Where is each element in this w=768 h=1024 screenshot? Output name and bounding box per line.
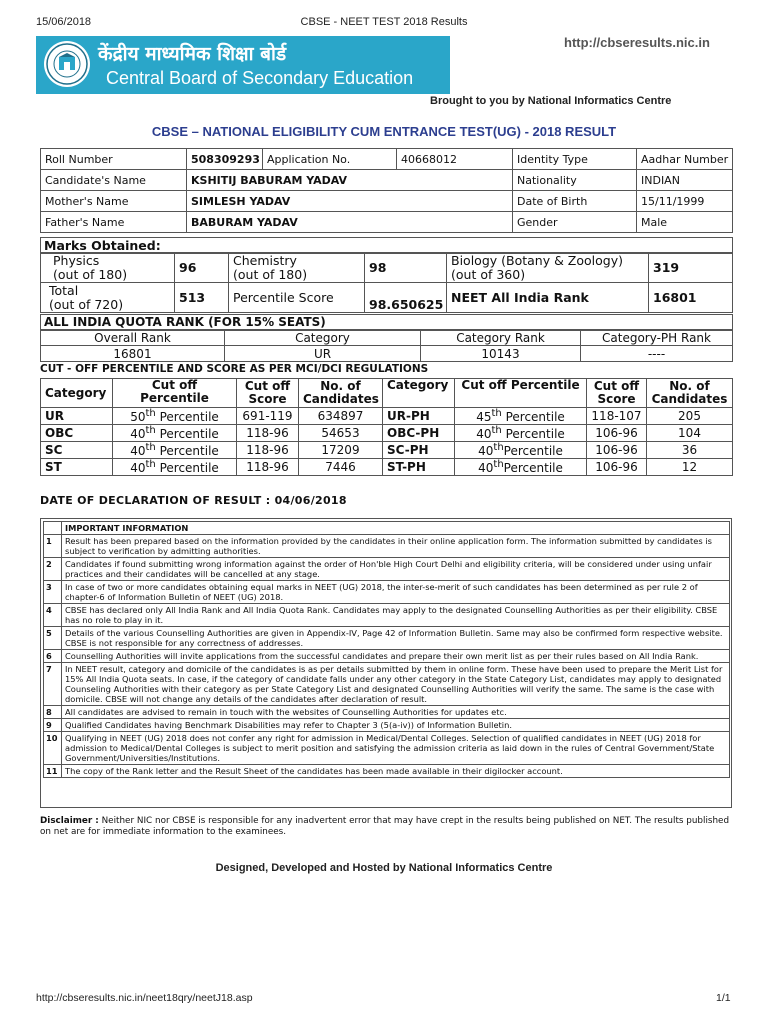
cbse-banner[interactable] bbox=[36, 36, 450, 94]
total-max: (out of 720) bbox=[49, 296, 124, 312]
aiq-category: UR bbox=[225, 346, 421, 362]
mother-name-label: Mother's Name bbox=[41, 191, 187, 212]
cutoff-percentile: 40th Percentile bbox=[113, 425, 237, 442]
biology-marks: 319 bbox=[649, 253, 733, 283]
dob: 15/11/1999 bbox=[637, 191, 733, 212]
chemistry-marks: 98 bbox=[365, 253, 447, 283]
important-info-header: IMPORTANT INFORMATION bbox=[62, 522, 730, 535]
marks-table bbox=[40, 252, 733, 313]
info-text: All candidates are advised to remain in touch with the websites of Counselling Authorities for updates etc. bbox=[62, 706, 730, 719]
important-info-box bbox=[40, 518, 732, 808]
list-item: 6 Counselling Authorities will invite applications from the successful candidates and prepare their own merit list as per their rules based on All India Rank. bbox=[44, 650, 730, 663]
cutoff-percentile: 50th Percentile bbox=[113, 408, 237, 425]
cutoff-category: SC-PH bbox=[383, 442, 455, 459]
cbse-logo-icon bbox=[42, 39, 92, 89]
cutoff-percentile: 40th Percentile bbox=[455, 425, 587, 442]
info-text: In case of two or more candidates obtaining equal marks in NEET (UG) 2018, the inter-se-merit of such candidates has been determined as per rule 2 of chapter-6 of Information Bulletin of NEET (UG) 2018. bbox=[62, 581, 730, 604]
cutoff-candidates: 205 bbox=[647, 408, 733, 425]
table-row bbox=[41, 253, 733, 283]
chemistry-max: (out of 180) bbox=[233, 266, 308, 282]
aiq-overall-rank: 16801 bbox=[41, 346, 225, 362]
physics-label: Physics bbox=[53, 252, 100, 268]
info-text: Counselling Authorities will invite applications from the successful candidates and prepare their own merit list as per their rules based on All India Rank. bbox=[62, 650, 730, 663]
list-item: 2 Candidates if found submitting wrong information against the order of Hon'ble High Court Delhi and eligibility criteria, will be considered under using unfair practices and their candidates will be cancelled at any stage. bbox=[44, 558, 730, 581]
roll-number: 508309293 bbox=[187, 149, 263, 170]
cutoff-candidates: 12 bbox=[647, 459, 733, 476]
cutoff-score: 118-107 bbox=[587, 408, 647, 425]
info-text: Result has been prepared based on the information provided by the candidates in their online application form. The information submitted by candidates is subject to verification by admitting authorities. bbox=[62, 535, 730, 558]
physics-marks: 96 bbox=[175, 253, 229, 283]
info-text: Details of the various Counselling Authorities are given in Appendix-IV, Page 42 of Information Bulletin. Same may also be confirmed form respective website. CBSE is not responsible for any correctness of addresses. bbox=[62, 627, 730, 650]
table-row bbox=[41, 191, 733, 212]
list-item: 10 Qualifying in NEET (UG) 2018 does not confer any right for admission in Medical/Dental Colleges. Selection of qualified candidates in NEET (UG) 2018 for admission to Medical/Dental Colleges is subject to merit position and satisfying the admission criteria as laid down in the rules of Central Government/State Government/Universities/Institutions. bbox=[44, 732, 730, 765]
list-item: 3 In case of two or more candidates obtaining equal marks in NEET (UG) 2018, the inter-se-merit of such candidates has been determined as per rule 2 of chapter-6 of Information Bulletin of NEET (UG) 2018. bbox=[44, 581, 730, 604]
gender-label: Gender bbox=[513, 212, 637, 233]
cutoff-col: Cut off Percentile bbox=[455, 379, 587, 408]
cutoff-percentile: 40thPercentile bbox=[455, 459, 587, 476]
cutoff-col: Category bbox=[41, 379, 113, 408]
cutoff-score: 106-96 bbox=[587, 442, 647, 459]
table-row bbox=[41, 346, 733, 362]
total-label: Total bbox=[49, 282, 79, 298]
cutoff-col: Cut off Percentile bbox=[113, 379, 237, 408]
aiq-col-category-rank: Category Rank bbox=[421, 330, 581, 346]
biology-label: Biology (Botany & Zoology) bbox=[451, 252, 623, 268]
candidate-name: KSHITIJ BABURAM YADAV bbox=[187, 170, 513, 191]
aiq-ph-rank: ---- bbox=[581, 346, 733, 362]
father-name-label: Father's Name bbox=[41, 212, 187, 233]
aiq-col-category: Category bbox=[225, 330, 421, 346]
cutoff-col: Category bbox=[383, 379, 455, 408]
table-row bbox=[41, 425, 733, 442]
aiq-table bbox=[40, 329, 733, 362]
aiq-category-rank: 10143 bbox=[421, 346, 581, 362]
cutoff-category: UR-PH bbox=[383, 408, 455, 425]
print-title: CBSE - NEET TEST 2018 Results bbox=[300, 16, 468, 28]
cutoff-col: Cut off Score bbox=[237, 379, 299, 408]
mother-name: SIMLESH YADAV bbox=[187, 191, 513, 212]
cutoff-candidates: 36 bbox=[647, 442, 733, 459]
list-item: 4 CBSE has declared only All India Rank and All India Quota Rank. Candidates may apply to the designated Counselling Authorities as per their eligibility. CBSE has no role to play in it. bbox=[44, 604, 730, 627]
cutoff-category: ST-PH bbox=[383, 459, 455, 476]
dob-label: Date of Birth bbox=[513, 191, 637, 212]
info-text: Candidates if found submitting wrong information against the order of Hon'ble High Court Delhi and eligibility criteria, will be considered under using unfair practices and their candidates will be cancelled at any stage. bbox=[62, 558, 730, 581]
cutoff-percentile: 45th Percentile bbox=[455, 408, 587, 425]
table-row bbox=[41, 408, 733, 425]
list-item: 7 In NEET result, category and domicile of the candidates is as per details submitted by them in online form. These have been used to prepare the Merit List for 15% All India Quota seats. In case, if the category of candidate falls under any other category in the State Category List, candidates may apply to designated Counseling Authorities with their category as per State Category List and designated Counselling Authorities will verify the same. The same is the case with domicile. CBSE will not change any details of the candidates after declaration of result. bbox=[44, 663, 730, 706]
footer-url[interactable]: http://cbseresults.nic.in/neet18qry/neetJ18.asp bbox=[36, 992, 253, 1004]
chemistry-label: Chemistry bbox=[233, 252, 297, 268]
application-number: 40668012 bbox=[397, 149, 513, 170]
info-text: Qualifying in NEET (UG) 2018 does not confer any right for admission in Medical/Dental Colleges. Selection of qualified candidates in NEET (UG) 2018 for admission to Medical/Dental Colleges is subject to merit position and satisfying the admission criteria as laid down in the rules of Central Government/State Government/Universities/Institutions. bbox=[62, 732, 730, 765]
cutoff-col: Cut off Score bbox=[587, 379, 647, 408]
declaration-date: DATE OF DECLARATION OF RESULT : 04/06/2018 bbox=[40, 494, 347, 507]
banner-english-title: Central Board of Secondary Education bbox=[106, 68, 414, 88]
cutoff-score: 691-119 bbox=[237, 408, 299, 425]
candidate-info-table bbox=[40, 148, 733, 233]
table-row bbox=[41, 330, 733, 346]
cutoff-candidates: 54653 bbox=[299, 425, 383, 442]
aiq-col-overall: Overall Rank bbox=[41, 330, 225, 346]
cutoff-candidates: 634897 bbox=[299, 408, 383, 425]
cutoff-category: ST bbox=[41, 459, 113, 476]
info-text: Qualified Candidates having Benchmark Disabilities may refer to Chapter 3 (5(a-iv)) of Information Bulletin. bbox=[62, 719, 730, 732]
cutoff-col: No. of Candidates bbox=[299, 379, 383, 408]
all-india-rank-label: NEET All India Rank bbox=[447, 283, 649, 313]
table-row bbox=[44, 522, 730, 535]
marks-header: Marks Obtained: bbox=[40, 237, 733, 254]
cutoff-category: SC bbox=[41, 442, 113, 459]
cutoff-header: CUT - OFF PERCENTILE AND SCORE AS PER MCI/DCI REGULATIONS bbox=[40, 363, 429, 375]
biology-max: (out of 360) bbox=[451, 266, 526, 282]
table-row bbox=[41, 170, 733, 191]
cutoff-candidates: 17209 bbox=[299, 442, 383, 459]
gender: Male bbox=[637, 212, 733, 233]
list-item: 5 Details of the various Counselling Authorities are given in Appendix-IV, Page 42 of Information Bulletin. Same may also be confirmed form respective website. CBSE is not responsible for any correctness of addresses. bbox=[44, 627, 730, 650]
identity-type: Aadhar Number bbox=[637, 149, 733, 170]
application-label: Application No. bbox=[263, 149, 397, 170]
disclaimer-label: Disclaimer : bbox=[40, 816, 99, 826]
table-row bbox=[41, 212, 733, 233]
cutoff-candidates: 7446 bbox=[299, 459, 383, 476]
info-text: In NEET result, category and domicile of the candidates is as per details submitted by them in online form. These have been used to prepare the Merit List for 15% All India Quota seats. In case, if the category of candidate falls under any other category in the State Category List, candidates may apply to designated Counseling Authorities with their category as per State Category List and designated Counselling Authorities will verify the same. The same is the case with domicile. CBSE will not change any details of the candidates after declaration of result. bbox=[62, 663, 730, 706]
cutoff-percentile: 40thPercentile bbox=[455, 442, 587, 459]
banner-hindi-title: केंद्रीय माध्यमिक शिक्षा बोर्ड bbox=[98, 43, 287, 65]
nationality-label: Nationality bbox=[513, 170, 637, 191]
cutoff-percentile: 40th Percentile bbox=[113, 459, 237, 476]
cutoff-score: 106-96 bbox=[587, 425, 647, 442]
cutoff-table bbox=[40, 378, 733, 476]
total-marks: 513 bbox=[175, 283, 229, 313]
cutoff-percentile: 40th Percentile bbox=[113, 442, 237, 459]
disclaimer bbox=[40, 816, 736, 838]
cutoff-score: 118-96 bbox=[237, 442, 299, 459]
cutoff-category: OBC-PH bbox=[383, 425, 455, 442]
result-title: CBSE – NATIONAL ELIGIBILITY CUM ENTRANCE TEST(UG) - 2018 RESULT bbox=[151, 124, 617, 139]
table-row bbox=[41, 379, 733, 408]
designed-by: Designed, Developed and Hosted by National Informatics Centre bbox=[215, 862, 553, 874]
list-item: 9 Qualified Candidates having Benchmark Disabilities may refer to Chapter 3 (5(a-iv)) of Information Bulletin. bbox=[44, 719, 730, 732]
percentile-label: Percentile Score bbox=[229, 283, 365, 313]
important-info-table bbox=[43, 521, 730, 778]
aiq-col-ph-rank: Category-PH Rank bbox=[581, 330, 733, 346]
table-row bbox=[41, 149, 733, 170]
candidate-name-label: Candidate's Name bbox=[41, 170, 187, 191]
cutoff-score: 106-96 bbox=[587, 459, 647, 476]
site-url[interactable]: http://cbseresults.nic.in bbox=[564, 35, 710, 50]
info-text: CBSE has declared only All India Rank and All India Quota Rank. Candidates may apply to the designated Counselling Authorities as per their eligibility. CBSE has no role to play in it. bbox=[62, 604, 730, 627]
cutoff-col: No. of Candidates bbox=[647, 379, 733, 408]
father-name: BABURAM YADAV bbox=[187, 212, 513, 233]
brought-by-text: Brought to you by National Informatics Centre bbox=[430, 95, 672, 107]
cutoff-score: 118-96 bbox=[237, 425, 299, 442]
all-india-rank: 16801 bbox=[649, 283, 733, 313]
aiq-header: ALL INDIA QUOTA RANK (FOR 15% SEATS) bbox=[40, 314, 733, 331]
roll-label: Roll Number bbox=[41, 149, 187, 170]
percentile-score: 98.650625 bbox=[365, 283, 447, 313]
info-text: The copy of the Rank letter and the Result Sheet of the candidates has been made available in their digilocker account. bbox=[62, 765, 730, 778]
table-row bbox=[41, 283, 733, 313]
physics-max: (out of 180) bbox=[53, 266, 128, 282]
list-item: 1 Result has been prepared based on the information provided by the candidates in their online application form. The information submitted by candidates is subject to verification by admitting authorities. bbox=[44, 535, 730, 558]
cutoff-category: UR bbox=[41, 408, 113, 425]
print-date: 15/06/2018 bbox=[36, 16, 92, 28]
list-item: 8 All candidates are advised to remain in touch with the websites of Counselling Authorities for updates etc. bbox=[44, 706, 730, 719]
nationality: INDIAN bbox=[637, 170, 733, 191]
cutoff-score: 118-96 bbox=[237, 459, 299, 476]
list-item: 11 The copy of the Rank letter and the Result Sheet of the candidates has been made available in their digilocker account. bbox=[44, 765, 730, 778]
cutoff-candidates: 104 bbox=[647, 425, 733, 442]
cutoff-category: OBC bbox=[41, 425, 113, 442]
footer-page: 1/1 bbox=[716, 992, 731, 1004]
identity-type-label: Identity Type bbox=[513, 149, 637, 170]
disclaimer-text: Neither NIC nor CBSE is responsible for any inadvertent error that may have crept in the results being published on NET. The results published on net are for immediate information to the examinees. bbox=[40, 816, 730, 837]
table-row bbox=[41, 459, 733, 476]
table-row bbox=[41, 442, 733, 459]
